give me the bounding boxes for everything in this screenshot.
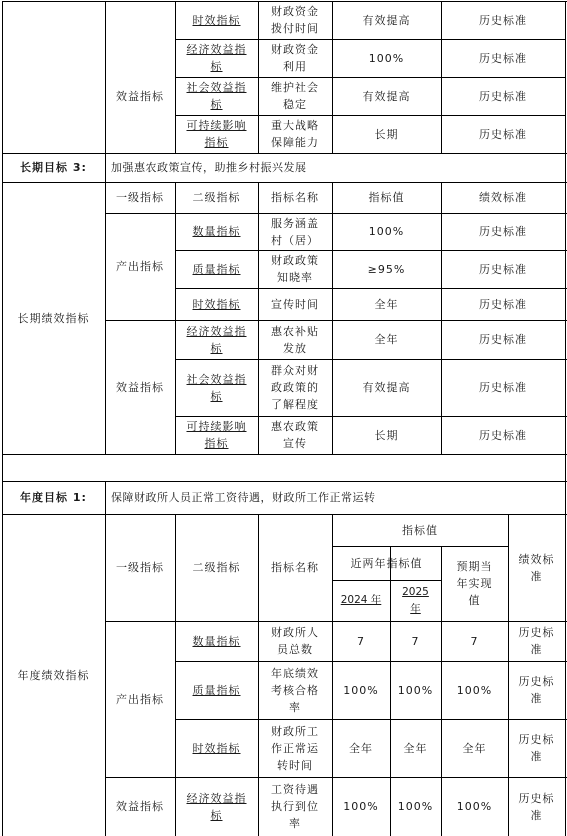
indicator-l2: 经济效益指 标 [186,791,247,822]
indicator-value: ≥95% [367,262,406,276]
header-value-group: 指标值 [402,523,438,537]
indicator-l2: 质量指标 [192,683,241,697]
indicator-name: 财政所人 员总数 [271,626,319,656]
rule [565,481,566,836]
indicator-name: 维护社会 稳定 [271,81,319,111]
header-year-2024: 2024 年 [340,594,382,606]
indicator-standard: 历史标准 [479,89,527,103]
indicator-value: 长期 [374,428,399,442]
indicator-name: 财政资金 利用 [271,43,319,73]
indicator-value: 有效提高 [362,89,411,103]
goal-label: 年度目标 1: [20,491,87,504]
indicator-l2: 数量指标 [192,634,241,648]
indicator-standard: 历史标准 [479,127,527,141]
rule [565,1,566,153]
indicator-value: 全年 [374,333,399,346]
indicator-value: 有效提高 [362,13,411,27]
indicator-standard: 历史标准 [479,381,527,394]
header-standard: 绩效标 准 [518,552,555,583]
value-expected: 全年 [462,741,487,755]
indicator-name: 宣传时间 [271,297,319,311]
indicator-name: 群众对财 政政策的 了解程度 [271,364,319,411]
indicator-l2: 数量指标 [192,225,241,238]
header-name: 指标名称 [271,561,319,574]
output-indicator-label: 产出指标 [116,260,164,273]
header-year-2025: 2025 年 [402,585,429,615]
indicator-name: 年底绩效 考核合格 率 [271,666,319,714]
rule [565,153,566,454]
rule [2,454,3,481]
output-indicator-label: 产出指标 [116,692,164,706]
indicator-standard: 历史标准 [479,333,527,346]
indicator-name: 重大战略 保障能力 [271,119,319,149]
indicator-name: 惠农政策 宣传 [271,420,319,450]
indicator-l2: 可持续影响 指标 [186,420,247,450]
indicator-name: 服务涵盖 村（居） [271,216,319,247]
header-name: 指标名称 [271,191,319,204]
indicator-value: 长期 [374,127,399,141]
header-standard: 绩效标准 [479,191,527,204]
indicator-standard: 历史标准 [479,225,527,238]
indicator-l2: 时效指标 [192,297,241,311]
indicator-l2: 社会效益指 标 [186,372,247,403]
indicator-standard: 历史标准 [479,428,527,442]
goal-text: 加强惠农政策宣传，助推乡村振兴发展 [111,161,307,174]
perf-category-label: 长期绩效指标 [17,311,90,325]
indicator-value: 有效提高 [362,381,411,394]
rule [2,1,3,153]
indicator-standard: 历史标准 [479,51,527,65]
indicator-standard: 历史标准 [479,262,527,276]
indicator-standard: 历史标 准 [518,626,555,656]
indicator-standard: 历史标 准 [518,675,555,705]
indicator-l2: 社会效益指 标 [186,81,247,111]
indicator-l2: 质量指标 [192,262,241,276]
value-2025: 全年 [403,741,428,755]
indicator-value: 100% [368,51,405,65]
header-l1: 一级指标 [116,191,164,204]
value-2025: 100% [397,800,434,813]
value-expected: 100% [456,683,493,697]
indicator-standard: 历史标 准 [518,791,555,822]
indicator-l2: 经济效益指 标 [186,43,247,73]
indicator-l2: 经济效益指 标 [186,324,247,355]
rule [2,454,567,455]
header-l1: 一级指标 [116,561,164,574]
indicator-name: 财政所工 作正常运 转时间 [271,724,319,772]
value-2024: 7 [357,634,365,648]
header-value: 指标值 [368,191,405,204]
indicator-name: 财政资金 拨付时间 [271,5,319,35]
header-expected: 预期当 年实现 值 [456,560,493,607]
value-2025: 7 [411,634,420,648]
value-2024: 100% [343,800,379,813]
goal-text: 保障财政所人员正常工资待遇，财政所工作正常运转 [111,491,376,504]
indicator-l2: 可持续影响 指标 [186,119,247,149]
indicator-l2: 时效指标 [192,13,241,27]
effect-indicator-label: 效益指标 [116,800,164,813]
goal-label: 长期目标 3: [20,161,87,174]
indicator-standard: 历史标 准 [518,733,555,763]
value-2024: 100% [343,683,379,697]
indicator-name: 工资待遇 执行到位 率 [271,783,319,830]
indicator-value: 100% [368,225,405,238]
perf-category-label: 年度绩效指标 [17,668,90,682]
value-expected: 100% [456,800,493,813]
effect-indicator-label: 效益指标 [116,380,164,394]
header-l2: 二级指标 [192,191,241,204]
rule [565,454,566,481]
indicator-name: 惠农补贴 发放 [271,324,319,355]
value-2024: 全年 [349,741,373,755]
indicator-standard: 历史标准 [479,13,527,27]
header-l2: 二级指标 [192,561,241,574]
level1-effect-label: 效益指标 [116,89,164,103]
header-recent-years: 近两年指标值 [350,556,423,570]
value-expected: 7 [470,634,479,648]
indicator-value: 全年 [374,297,399,311]
indicator-l2: 时效指标 [192,741,241,755]
indicator-name: 财政政策 知晓率 [271,254,319,284]
indicator-standard: 历史标准 [479,297,527,311]
value-2025: 100% [397,683,434,697]
